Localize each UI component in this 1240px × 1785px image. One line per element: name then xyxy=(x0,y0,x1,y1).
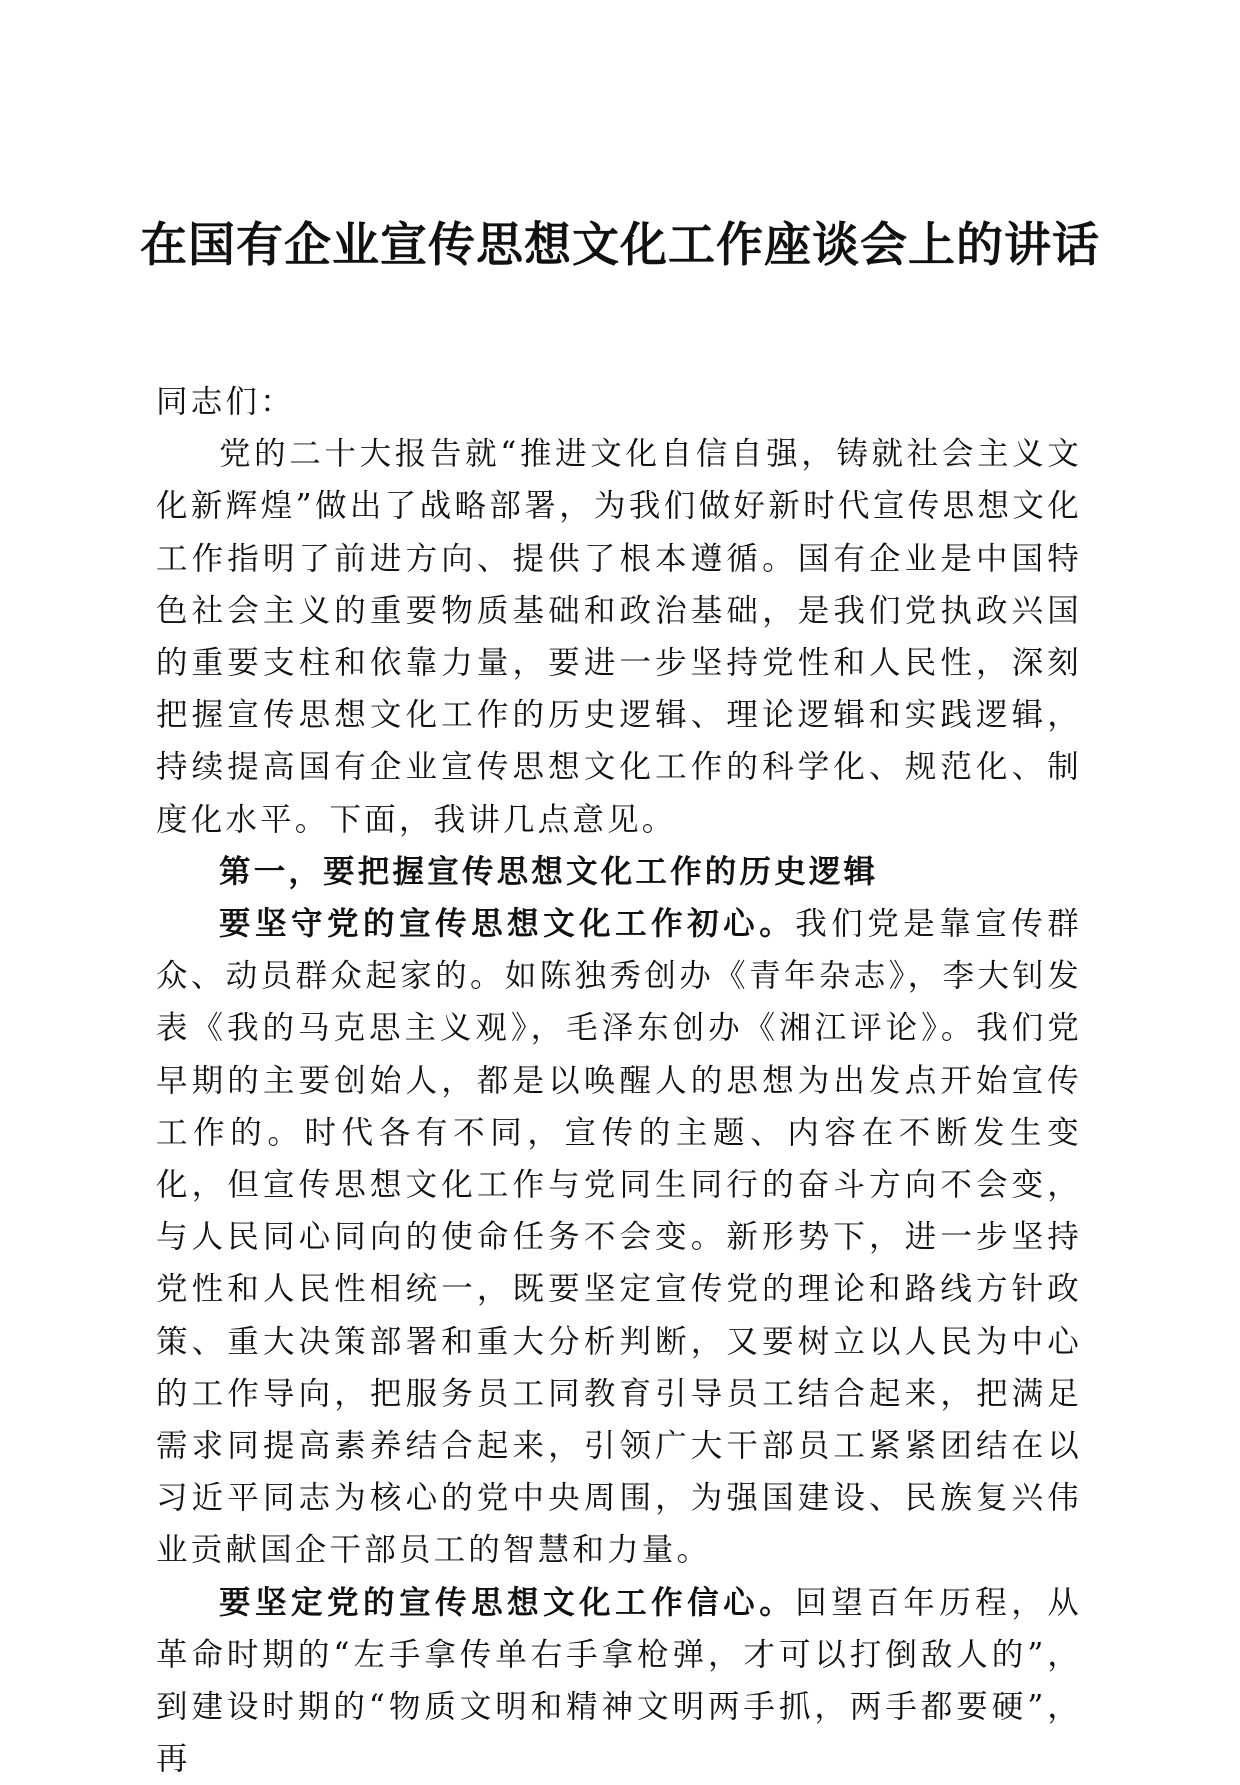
body-paragraph xyxy=(156,898,1082,1577)
paragraph-lead: 要坚定党的宣传思想文化工作信心。 xyxy=(219,1583,796,1621)
salutation: 同志们： xyxy=(156,384,295,420)
document-body xyxy=(156,376,1082,1785)
paragraph-lead: 要坚守党的宣传思想文化工作初心。 xyxy=(219,905,796,943)
paragraph-text: 回望百年历程，从革命时期的“左手拿传单右手拿枪弹，才可以打倒敌人的”，到建设时期的“物质文明和精神文明两手抓，两手都要硬”，再 xyxy=(156,1584,1082,1778)
document-title: 在国有企业宣传思想文化工作座谈会上的讲话 xyxy=(140,218,1100,273)
section-heading: 第一，要把握宣传思想文化工作的历史逻辑 xyxy=(219,852,879,890)
paragraph-text: 我们党是靠宣传群众、动员群众起家的。如陈独秀创办《青年杂志》，李大钊发表《我的马克思主义观》，毛泽东创办《湘江评论》。我们党早期的主要创始人，都是以唤醒人的思想为出发点开始宣传工作的。时代各有不同，宣传的主题、内容在不断发生变化，但宣传思想文化工作与党同生同行的奋斗方向不会变，与人民同心同向的使命任务不会变。新形势下，进一步坚持党性和人民性相统一，既要坚定宣传党的理论和路线方针政策、重大决策部署和重大分析判断，又要树立以人民为中心的工作导向，把服务员工同教育引导员工结合起来，把满足需求同提高素养结合起来，引领广大干部员工紧紧团结在以习近平同志为核心的党中央周围，为强国建设、民族复兴伟业贡献国企干部员工的智慧和力量。 xyxy=(156,906,1082,1569)
intro-paragraph: 党的二十大报告就“推进文化自信自强，铸就社会主义文化新辉煌”做出了战略部署，为我们做好新时代宣传思想文化工作指明了前进方向、提供了根本遵循。国有企业是中国特色社会主义的重要物质基础和政治基础，是我们党执政兴国的重要支柱和依靠力量，要进一步坚持党性和人民性，深刻把握宣传思想文化工作的历史逻辑、理论逻辑和实践逻辑，持续提高国有企业宣传思想文化工作的科学化、规范化、制度化水平。下面，我讲几点意见。 xyxy=(156,436,1082,838)
